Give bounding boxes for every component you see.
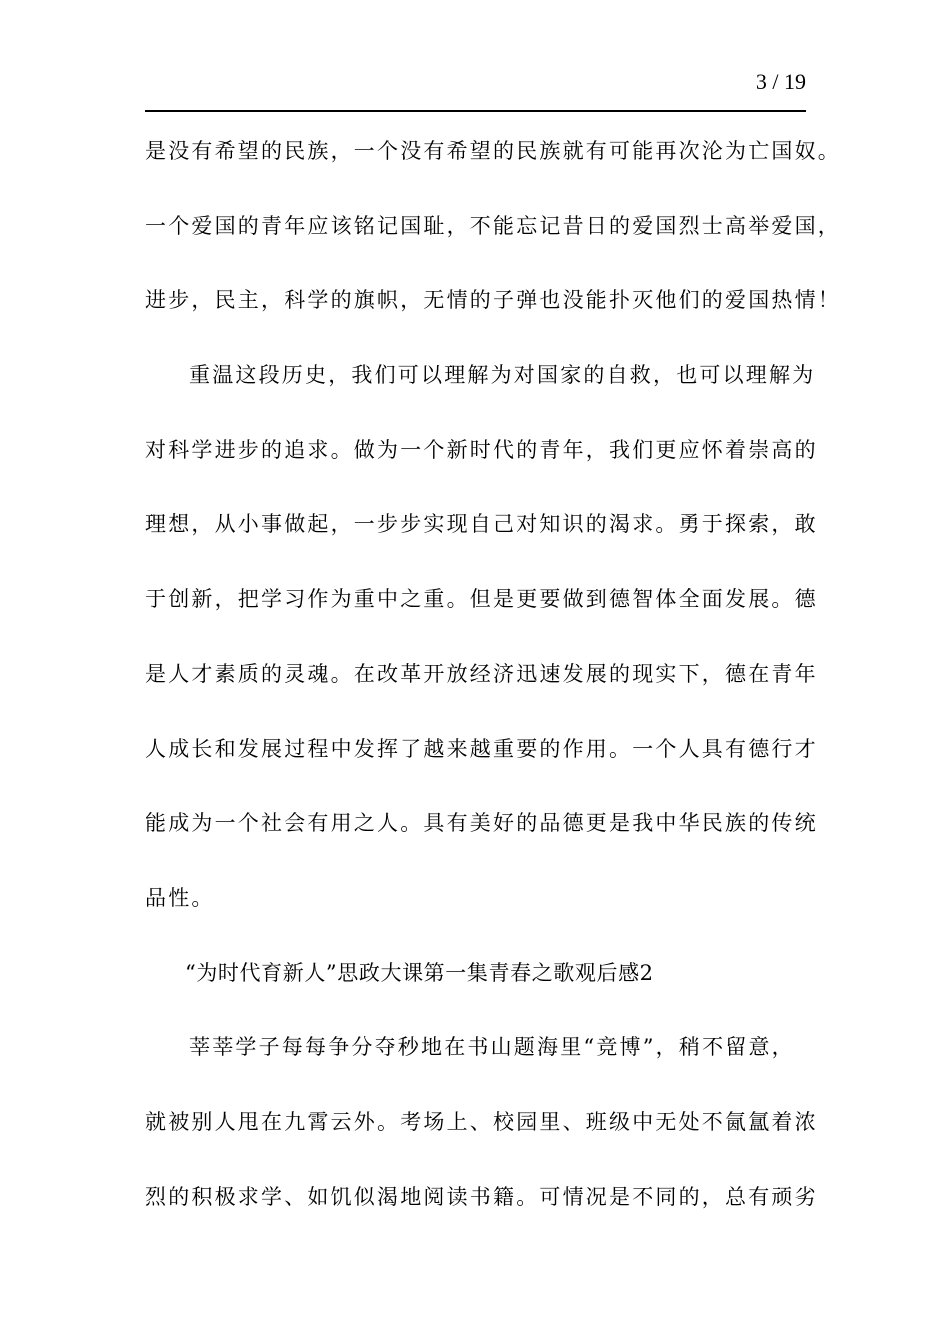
document-body <box>145 131 841 1251</box>
text-line: 对科学进步的追求。做为一个新时代的青年，我们更应怀着崇高的 <box>145 437 818 462</box>
paragraph-first-line: 莘莘学子每每争分夺秒地在书山题海里“竞博”，稍不留意， <box>189 1035 795 1060</box>
section-heading: “为时代育新人”思政大课第一集青春之歌观后感2 <box>185 960 654 985</box>
text-line: 是没有希望的民族，一个没有希望的民族就有可能再次沦为亡国奴。 <box>145 139 841 163</box>
text-line: 人成长和发展过程中发挥了越来越重要的作用。一个人具有德行才 <box>145 736 818 761</box>
text-line: 是人才素质的灵魂。在改革开放经济迅速发展的现实下，德在青年 <box>145 661 818 686</box>
paragraph-first-line: 重温这段历史，我们可以理解为对国家的自救，也可以理解为 <box>189 363 816 388</box>
text-line: 一个爱国的青年应该铭记国耻，不能忘记昔日的爱国烈士高举爱国， <box>145 213 841 238</box>
text-line: 就被别人甩在九霄云外。考场上、校园里、班级中无处不氤氲着浓 <box>145 1109 818 1134</box>
text-line: 烈的积极求学、如饥似渴地阅读书籍。可情况是不同的，总有顽劣 <box>145 1184 818 1209</box>
header-divider <box>145 110 806 112</box>
text-line: 品性。 <box>145 885 215 910</box>
page-number: 3 / 19 <box>755 69 806 94</box>
text-line: 于创新，把学习作为重中之重。但是更要做到德智体全面发展。德 <box>145 587 818 612</box>
text-line: 能成为一个社会有用之人。具有美好的品德更是我中华民族的传统 <box>145 811 818 836</box>
text-line: 理想，从小事做起，一步步实现自己对知识的渴求。勇于探索，敢 <box>145 512 818 537</box>
text-line: 进步，民主，科学的旗帜，无情的子弹也没能扑灭他们的爱国热情！ <box>145 288 841 313</box>
